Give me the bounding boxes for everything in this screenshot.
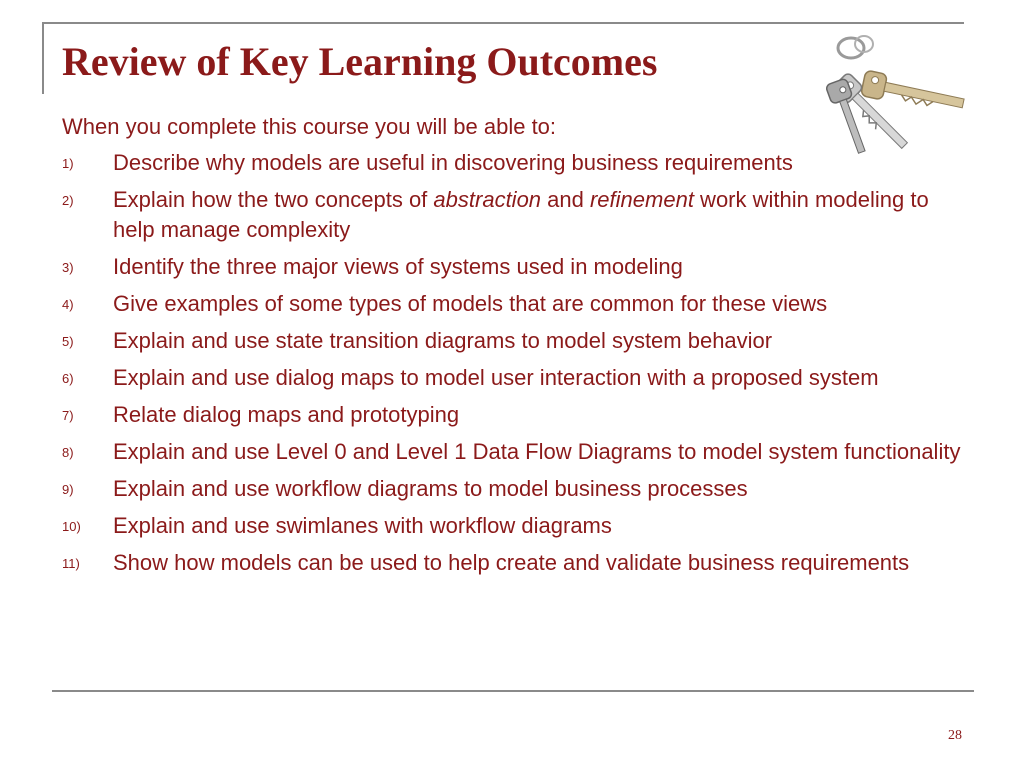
outcome-item [62, 185, 962, 245]
outcome-text: Show how models can be used to help create and validate business requirements [113, 550, 910, 575]
page-number: 28 [948, 728, 962, 743]
outcome-item [62, 252, 962, 282]
outcome-number: 3) [62, 260, 74, 275]
outcome-number: 9) [62, 482, 74, 497]
outcome-text: Describe why models are useful in discovering business requirements [113, 150, 793, 175]
outcome-text: Explain and use Level 0 and Level 1 Data Flow Diagrams to model system functionality [113, 439, 961, 464]
bottom-rule [52, 690, 974, 692]
left-rule [42, 22, 44, 94]
outcome-item [62, 289, 962, 319]
outcome-number: 4) [62, 297, 74, 312]
outcome-item [62, 437, 962, 467]
outcome-item [62, 148, 962, 178]
outcome-item [62, 474, 962, 504]
outcome-number: 2) [62, 193, 74, 208]
top-rule [42, 22, 964, 24]
outcome-item [62, 326, 962, 356]
intro-text: When you complete this course you will be able to: [62, 114, 557, 139]
outcome-item [62, 548, 962, 578]
outcome-number: 7) [62, 408, 74, 423]
keys-icon [826, 30, 976, 160]
outcome-text: Relate dialog maps and prototyping [113, 402, 460, 427]
outcome-text-part: work within modeling to help manage complexity [113, 187, 929, 242]
outcome-number: 10) [62, 519, 81, 534]
outcome-text: Explain and use dialog maps to model user interaction with a proposed system [113, 365, 879, 390]
learning-outcomes-list [62, 148, 962, 585]
outcome-text: Give examples of some types of models that are common for these views [113, 291, 828, 316]
outcome-number: 8) [62, 445, 74, 460]
outcome-item [62, 363, 962, 393]
outcome-item [62, 400, 962, 430]
slide-title: Review of Key Learning Outcomes [62, 39, 658, 84]
outcome-emphasis: refinement [589, 187, 694, 212]
outcome-item [62, 511, 962, 541]
outcome-text: Explain and use workflow diagrams to model business processes [113, 476, 748, 501]
outcome-text: Explain and use swimlanes with workflow diagrams [113, 513, 612, 538]
outcome-text: Explain and use state transition diagrams to model system behavior [113, 328, 773, 353]
outcome-emphasis: abstraction [433, 187, 542, 212]
outcome-number: 5) [62, 334, 74, 349]
outcome-number: 11) [62, 556, 80, 571]
outcome-text: Identify the three major views of systems used in modeling [113, 254, 683, 279]
outcome-number: 6) [62, 371, 74, 386]
outcome-text-part: and [541, 187, 590, 212]
outcome-text-part: Explain how the two concepts of [113, 187, 434, 212]
outcome-number: 1) [62, 156, 74, 171]
